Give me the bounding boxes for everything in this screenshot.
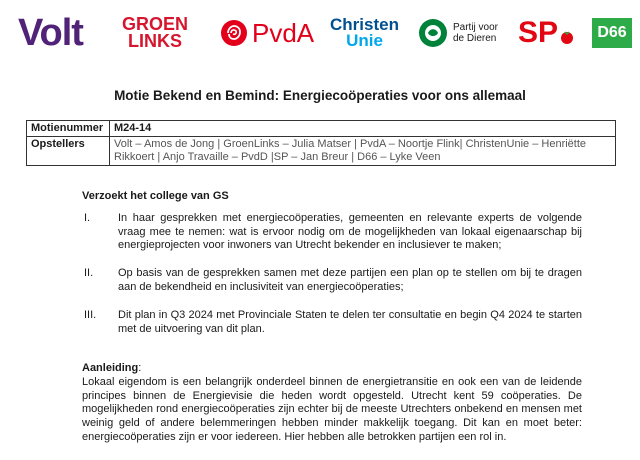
meta-row-opstellers: [27, 137, 616, 166]
pvdd-logo-text: [453, 22, 498, 44]
request-item: [82, 267, 582, 295]
request-item-numeral: I.: [84, 211, 91, 224]
d66-logo: D66: [592, 18, 632, 48]
groenlinks-logo: [122, 8, 188, 58]
groenlinks-logo-line1: GROEN: [122, 14, 189, 34]
opstellers-label: Opstellers: [27, 137, 110, 166]
rose-icon: [220, 19, 248, 47]
pvda-logo-text: PvdA: [252, 17, 315, 48]
volt-logo: Volt: [18, 11, 83, 54]
aanleiding-colon: :: [138, 362, 142, 374]
christenunie-logo-line2: Unie: [346, 31, 383, 50]
request-item-numeral: II.: [84, 267, 94, 280]
leaf-icon: [418, 18, 448, 48]
request-section: [82, 190, 582, 350]
sp-logo-text: SP: [518, 16, 559, 49]
pvdd-logo-line1: Partij voor: [453, 22, 499, 33]
motion-title: Motie Bekend en Bemind: Energiecoöperaties voor ons allemaal: [114, 88, 526, 103]
meta-row-motienummer: [27, 121, 616, 137]
pvda-logo: [220, 8, 314, 58]
opstellers-value: Volt – Amos de Jong | GroenLinks – Julia Matser | PvdA – Noortje Flink| ChristenUnie – Henriëtte Rikkoert | Anjo Travaille – PvdD |SP – Jan Breur | D66 – Lyke Veen: [110, 137, 616, 166]
request-item-text: In haar gesprekken met energiecoöperaties, gemeenten en relevante experts de volgende vraag mee te nemen: wat is ervoor nodig om de mogelijkheden van lokaal eigenaarschap bij energieprojecten voor inwoners van Utrecht bekender en inclusiever te maken;: [118, 211, 582, 252]
aanleiding-text: Lokaal eigendom is een belangrijk onderdeel binnen de energietransitie en ook een van de leidende principes binnen de Energievisie die heden wordt opgesteld. Utrecht kent 59 coöperaties. De mogelijkheden rond energiecoöperaties zijn echter bij de meeste Utrechters onbekend en mensen met weinig geld of andere belemmeringen hebben minder makkelijk toegang. Dit kan en moet beter: energiecoöperaties zijn er voor iedereen. Hier hebben alle betrokken partijen een rol in.: [82, 375, 582, 443]
tomato-icon: [560, 30, 574, 44]
aanleiding-section: [82, 362, 582, 445]
groenlinks-logo-line2: LINKS: [128, 31, 182, 51]
sp-logo: [518, 8, 574, 58]
request-item: [82, 212, 582, 253]
request-item-numeral: III.: [84, 308, 97, 321]
christenunie-logo-line1: Christen: [330, 15, 399, 34]
pvdd-logo-line2: de Dieren: [453, 33, 497, 44]
request-item-text: Op basis van de gesprekken samen met deze partijen een plan op te stellen om bij te dragen aan de bekendheid en inclusiviteit van energiecoöperaties;: [118, 267, 582, 293]
request-heading: Verzoekt het college van GS: [82, 190, 229, 202]
request-item-text: Dit plan in Q3 2024 met Provinciale Staten te delen ter consultatie en begin Q4 2024 te starten met de uitvoering van dit plan.: [118, 308, 582, 335]
motienummer-label: Motienummer: [27, 121, 110, 137]
motienummer-value: M24-14: [110, 121, 616, 137]
christenunie-logo: [330, 8, 399, 58]
aanleiding-heading-line: [82, 362, 582, 376]
aanleiding-heading: Aanleiding: [82, 362, 139, 374]
motion-meta-table: [26, 120, 616, 166]
party-logos: [0, 8, 640, 58]
request-item: [82, 309, 582, 337]
pvdd-logo: [418, 8, 498, 58]
